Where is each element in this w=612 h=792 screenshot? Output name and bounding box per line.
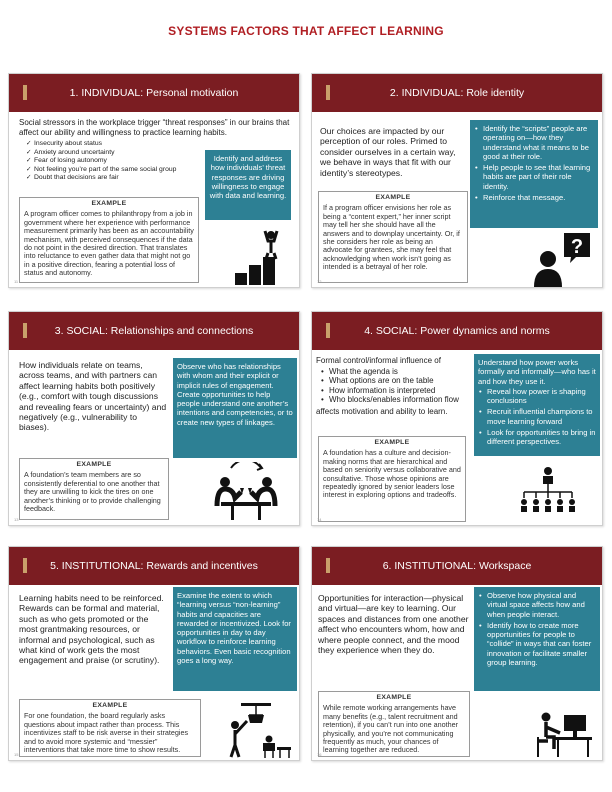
example-label: EXAMPLE bbox=[375, 194, 411, 201]
checklist-item: ✓ Not feeling you’re part of the same social group bbox=[25, 166, 215, 175]
callout-item: • Identify the “scripts” people are operating on—how they understand what it means to be good at their role. bbox=[474, 124, 594, 161]
people-toasting-icon bbox=[211, 462, 281, 522]
example-box bbox=[318, 691, 470, 757]
callout-item: • Reinforce that message. bbox=[474, 193, 594, 202]
example-label: EXAMPLE bbox=[374, 439, 410, 446]
header-accent bbox=[23, 323, 27, 338]
slide-header bbox=[9, 312, 299, 350]
callout-item: • Recruit influential champions to move learning forward bbox=[478, 407, 596, 426]
slide-institutional-rewards bbox=[8, 546, 300, 761]
example-text: A foundation has a culture and decision-making norms that are hierarchical and based on seniority versus collaborative and consultative. Those whose opinions are repeatedly ignored by senior leaders lose interest in exploring options and tradeoffs. bbox=[323, 448, 461, 500]
header-accent bbox=[23, 558, 27, 573]
slide-number: 15 bbox=[14, 752, 19, 757]
callout-box: Examine the extent to which “learning versus “non-learning” habits and capacities are rewarded or incentivized. Look for opportunities in day to day workflow to reinforce learning behaviors. Even basic recognition goes a long way. bbox=[173, 587, 297, 691]
callout-item: • Identify how to create more opportunities for people to “collide” in ways that can foster innovation or facilitate smaller group learning. bbox=[478, 621, 596, 667]
example-text: A program officer comes to philanthropy from a job in government where her experience with performance measurement primarily has been as an accountability mechanism, with perceived consequences if the data do not point in the desired direction. That translates into reluctance to even gather data that might not go in a positive direction, fearing a potential loss of status and autonomy. bbox=[24, 209, 194, 278]
callout-box: Observe who has relationships with whom and their explicit or implicit rules of engagement. Create opportunities to help people understand one another’s intentions and competencies, or to create new types of linkages. bbox=[173, 358, 297, 458]
example-label: EXAMPLE bbox=[376, 694, 412, 701]
slide-header bbox=[312, 312, 602, 350]
slide-number: 11 bbox=[14, 279, 19, 284]
person-at-desk-icon bbox=[534, 701, 594, 757]
slide-intro: Learning habits need to be reinforced. Rewards can be formal and material, such as who gets promoted or the most grantmaking resources, or informal and psychological, such as what kind of work gets the most engagement and praise (or scrutiny). bbox=[19, 593, 164, 666]
header-accent bbox=[23, 85, 27, 100]
person-presenting-icon bbox=[223, 701, 293, 759]
example-box bbox=[19, 699, 201, 757]
slide-social-power bbox=[311, 311, 603, 526]
slide-individual-motivation bbox=[8, 73, 300, 288]
slide-individual-role bbox=[311, 73, 603, 288]
slide-header bbox=[9, 74, 299, 112]
callout-list bbox=[474, 124, 594, 202]
example-box bbox=[318, 436, 466, 522]
intro-after: affects motivation and ability to learn. bbox=[316, 406, 448, 416]
org-chart-icon bbox=[518, 466, 578, 522]
example-box bbox=[19, 458, 169, 520]
callout-box bbox=[470, 120, 598, 228]
person-on-steps-icon bbox=[231, 229, 291, 285]
callout-box bbox=[474, 354, 600, 456]
callout-item: • Observe how physical and virtual space affects how and when people interact. bbox=[478, 591, 596, 619]
slide-number: 14 bbox=[317, 517, 322, 522]
slide-number: 13 bbox=[14, 517, 19, 522]
callout-item: • Reveal how power is shaping conclusions bbox=[478, 387, 596, 406]
slide-title: 5. INSTITUTIONAL: Rewards and incentives bbox=[50, 560, 258, 572]
slide-intro: Opportunities for interaction—physical and virtual—are key to learning. Our spaces and distances from one another affect who encounters whom, how and where people connect, and the mood they experience when they do. bbox=[318, 593, 469, 656]
header-accent bbox=[326, 85, 330, 100]
example-box bbox=[19, 197, 199, 283]
slide-number: 12 bbox=[317, 279, 322, 284]
example-text: If a program officer envisions her role as being a “content expert,” her inner script may tell her she should have all the answers and to downplay uncertainty. Or, if she considers her role as being an advocate for grantees, she may feel that acknowledging when work isn’t going as intended is a betrayal of her role. bbox=[323, 203, 460, 272]
influence-item: • Who blocks/enables information flow bbox=[320, 395, 476, 405]
checklist-item: ✓ Anxiety around uncertainty bbox=[25, 149, 215, 158]
slide-title: 1. INDIVIDUAL: Personal motivation bbox=[69, 87, 239, 99]
example-text: For one foundation, the board regularly asks questions about impact rather than process. This incentivizes staff to be risk averse in their strategies and to avoid more systemic and “messier” interventions that take more time to show results. bbox=[24, 711, 189, 755]
slide-title: 6. INSTITUTIONAL: Workspace bbox=[382, 560, 532, 572]
callout-list bbox=[478, 387, 596, 447]
callout-list bbox=[478, 591, 596, 667]
influence-item: • What the agenda is bbox=[320, 367, 476, 377]
callout-box bbox=[474, 587, 600, 691]
checklist-item: ✓ Fear of losing autonomy bbox=[25, 157, 215, 166]
example-text: A foundation’s team members are so consistently deferential to one another that they are unwilling to kick the tires on one another’s thinking or to provide challenging feedback. bbox=[24, 470, 161, 514]
callout-item: • Look for opportunities to bring in different perspectives. bbox=[478, 428, 596, 447]
slide-title: 4. SOCIAL: Power dynamics and norms bbox=[364, 325, 550, 337]
slide-social-relationships bbox=[8, 311, 300, 526]
page-title: SYSTEMS FACTORS THAT AFFECT LEARNING bbox=[168, 24, 444, 38]
example-box bbox=[318, 191, 468, 283]
threat-checklist bbox=[25, 140, 215, 183]
header-accent bbox=[326, 323, 330, 338]
callout-item: • Help people to see that learning habits are part of their role identity. bbox=[474, 163, 594, 191]
svg-text:?: ? bbox=[570, 236, 584, 258]
influence-item: • How information is interpreted bbox=[320, 386, 476, 396]
slide-number: 16 bbox=[317, 752, 322, 757]
slide-header bbox=[312, 74, 602, 112]
slide-intro-block bbox=[316, 356, 476, 417]
slide-header bbox=[312, 547, 602, 585]
person-question-icon bbox=[532, 231, 592, 287]
slide-intro: Social stressors in the workplace trigger “threat responses” in our brains that affect our ability and willingness to practice learning habits. bbox=[19, 118, 290, 137]
example-text: While remote working arrangements have many benefits (e.g., talent recruitment and retention), if you can’t run into one another physically, and you’re not communicating frequently as much, your chances of learning together are reduced. bbox=[323, 703, 459, 755]
callout-intro: Understand how power works formally and informally—who has it and how they use it. bbox=[478, 358, 596, 386]
slide-title: 3. SOCIAL: Relationships and connections bbox=[54, 325, 254, 337]
slide-intro: Our choices are impacted by our perception of our roles. Primed to consider ourselves in a certain way, we behave in ways that fit with our identity’s stereotypes. bbox=[320, 126, 456, 178]
checklist-item: ✓ Insecurity about status bbox=[25, 140, 215, 149]
example-label: EXAMPLE bbox=[76, 461, 112, 468]
header-accent bbox=[326, 558, 330, 573]
example-label: EXAMPLE bbox=[91, 200, 127, 207]
example-label: EXAMPLE bbox=[92, 702, 128, 709]
slide-header bbox=[9, 547, 299, 585]
slide-title: 2. INDIVIDUAL: Role identity bbox=[389, 87, 525, 99]
callout-box: Identify and address how individuals’ threat responses are driving willingness to engage with data and learning. bbox=[205, 150, 291, 220]
slide-intro: How individuals relate on teams, across teams, and with partners can affect learning habits both positively (e.g., comfort with tough discussions and revealing fears or uncertainty) and negatively (e.g., vulnerability to biases). bbox=[19, 360, 167, 433]
intro-lead: Formal control/informal influence of bbox=[316, 356, 441, 365]
influence-list bbox=[320, 367, 476, 405]
slide-institutional-workspace bbox=[311, 546, 603, 761]
influence-item: • What options are on the table bbox=[320, 376, 476, 386]
checklist-item: ✓ Doubt that decisions are fair bbox=[25, 174, 215, 183]
